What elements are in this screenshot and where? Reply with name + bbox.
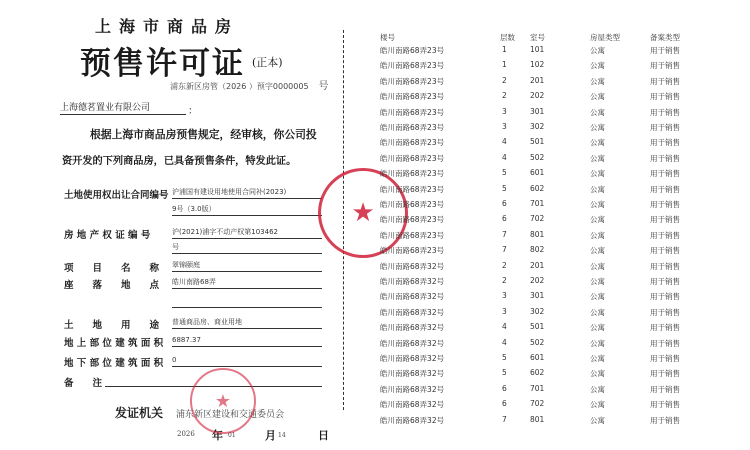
table-cell: 801 <box>530 414 545 424</box>
date-month: 01 <box>228 432 236 439</box>
table-cell: 601 <box>530 353 545 362</box>
table-cell: 2 <box>502 276 507 285</box>
table-cell: 502 <box>530 152 545 162</box>
table-cell: 用于销售 <box>650 153 680 163</box>
table-cell: 皓川南路68弄23号 <box>380 230 445 240</box>
table-cell: 用于销售 <box>650 246 680 256</box>
table-cell: 皓川南路68弄32号 <box>380 369 445 379</box>
table-cell: 用于销售 <box>650 369 680 379</box>
table-cell: 公寓 <box>590 277 605 286</box>
date-day: 14 <box>278 432 286 439</box>
table-cell: 公寓 <box>590 184 605 194</box>
table-cell: 7 <box>502 245 507 255</box>
table-cell: 用于销售 <box>650 384 680 394</box>
table-cell: 用于销售 <box>650 123 680 132</box>
table-cell: 公寓 <box>590 107 605 117</box>
field-value-continued: 号 <box>172 243 322 254</box>
table-cell: 501 <box>530 137 545 147</box>
table-cell: 101 <box>530 45 545 54</box>
table-cell: 皓川南路68弄23号 <box>380 246 445 256</box>
issuer-seal <box>190 368 256 434</box>
table-cell: 公寓 <box>590 92 605 102</box>
table-cell: 皓川南路68弄23号 <box>380 215 445 225</box>
certificate-title: 预售许可证 <box>80 46 245 82</box>
table-cell: 公寓 <box>590 76 605 86</box>
field-value-continued <box>172 297 322 308</box>
table-cell: 公寓 <box>590 354 605 363</box>
field-label: 项 目 名 称 <box>64 263 160 274</box>
table-cell: 用于销售 <box>650 184 680 194</box>
table-cell: 皓川南路68弄32号 <box>380 323 445 333</box>
table-cell: 公寓 <box>590 369 605 379</box>
table-cell: 用于销售 <box>650 92 680 102</box>
table-cell: 6 <box>502 214 507 224</box>
table-cell: 7 <box>502 414 507 424</box>
table-cell: 用于销售 <box>650 261 680 271</box>
field-label: 房 地 产 权 证 编 号 <box>64 230 151 241</box>
table-cell: 公寓 <box>590 215 605 225</box>
table-cell: 公寓 <box>590 169 605 179</box>
table-cell: 用于销售 <box>650 338 680 348</box>
field-value: 0 <box>172 356 322 367</box>
table-cell: 202 <box>530 276 545 285</box>
table-cell: 4 <box>502 137 507 147</box>
month-label: 月 <box>265 429 276 442</box>
table-cell: 302 <box>530 306 545 316</box>
star-icon: ★ <box>351 198 375 228</box>
date-year: 2026 <box>177 430 195 438</box>
field-label: 地 上 部 位 建 筑 面 积 <box>64 338 164 349</box>
table-cell: 皓川南路68弄23号 <box>380 169 445 179</box>
table-cell: 用于销售 <box>650 169 680 179</box>
table-cell: 3 <box>502 106 507 116</box>
table-cell: 用于销售 <box>650 415 680 425</box>
field-value: 沪浦国有建设用地使用合同补(2023) <box>172 188 322 199</box>
table-cell: 皓川南路68弄32号 <box>380 307 445 317</box>
column-header: 层数 <box>500 33 515 42</box>
table-cell: 用于销售 <box>650 323 680 333</box>
table-cell: 701 <box>530 383 545 393</box>
table-cell: 用于销售 <box>650 277 680 286</box>
table-cell: 公寓 <box>590 200 605 209</box>
table-cell: 皓川南路68弄23号 <box>380 92 445 102</box>
field-label: 座 落 地 点 <box>64 280 160 291</box>
table-cell: 用于销售 <box>650 107 680 117</box>
reference-prefix: 浦东新区房管（2026 ）预字0000005 <box>170 82 309 91</box>
table-cell: 1 <box>502 45 507 54</box>
table-cell: 602 <box>530 368 545 378</box>
reference-number <box>170 77 329 92</box>
table-cell: 皓川南路68弄32号 <box>380 415 445 425</box>
table-cell: 用于销售 <box>650 215 680 225</box>
table-cell: 用于销售 <box>650 400 680 410</box>
table-cell: 7 <box>502 229 507 239</box>
table-cell: 202 <box>530 91 545 101</box>
table-cell: 601 <box>530 168 545 178</box>
table-cell: 801 <box>530 229 545 239</box>
column-header: 楼号 <box>380 33 395 42</box>
table-cell: 6 <box>502 383 507 393</box>
year-label: 年 <box>212 429 223 442</box>
table-cell: 公寓 <box>590 338 605 348</box>
table-cell: 皓川南路68弄23号 <box>380 61 445 71</box>
table-cell: 皓川南路68弄23号 <box>380 123 445 132</box>
table-cell: 4 <box>502 337 507 347</box>
table-cell: 2 <box>502 260 507 270</box>
table-cell: 皓川南路68弄23号 <box>380 76 445 86</box>
table-cell: 皓川南路68弄32号 <box>380 400 445 410</box>
table-cell: 102 <box>530 60 545 70</box>
table-cell: 5 <box>502 168 507 178</box>
table-cell: 201 <box>530 75 545 85</box>
table-cell: 302 <box>530 122 545 131</box>
table-cell: 6 <box>502 399 507 409</box>
table-cell: 公寓 <box>590 138 605 148</box>
table-cell: 公寓 <box>590 153 605 163</box>
table-cell: 3 <box>502 306 507 316</box>
table-cell: 皓川南路68弄32号 <box>380 292 445 302</box>
colon: ： <box>188 106 198 117</box>
copy-label: (正本) <box>252 56 283 69</box>
table-cell: 公寓 <box>590 384 605 394</box>
table-cell: 用于销售 <box>650 230 680 240</box>
table-cell: 公寓 <box>590 307 605 317</box>
table-cell: 3 <box>502 122 507 131</box>
table-cell: 皓川南路68弄32号 <box>380 384 445 394</box>
table-cell: 5 <box>502 353 507 362</box>
field-label: 地 下 部 位 建 筑 面 积 <box>64 358 164 369</box>
table-cell: 201 <box>530 260 545 270</box>
table-cell: 用于销售 <box>650 292 680 302</box>
paragraph-line-2: 资开发的下列商品房，已具备预售条件，特发此证。 <box>62 156 297 167</box>
column-header: 备案类型 <box>650 33 680 42</box>
field-value: 6887.37 <box>172 336 322 347</box>
issuer-value: 浦东新区建设和交通委员会 <box>176 410 285 420</box>
table-cell: 702 <box>530 214 545 224</box>
table-cell: 5 <box>502 183 507 193</box>
table-cell: 4 <box>502 152 507 162</box>
table-cell: 用于销售 <box>650 46 680 55</box>
table-cell: 公寓 <box>590 123 605 132</box>
table-cell: 502 <box>530 337 545 347</box>
table-cell: 2 <box>502 75 507 85</box>
table-cell: 用于销售 <box>650 61 680 71</box>
table-cell: 用于销售 <box>650 354 680 363</box>
table-cell: 602 <box>530 183 545 193</box>
table-cell: 用于销售 <box>650 76 680 86</box>
table-cell: 301 <box>530 291 545 301</box>
table-cell: 皓川南路68弄23号 <box>380 107 445 117</box>
issuer-label: 发证机关 <box>115 406 164 420</box>
table-cell: 公寓 <box>590 292 605 302</box>
table-cell: 用于销售 <box>650 200 680 209</box>
table-cell: 702 <box>530 399 545 409</box>
table-cell: 皓川南路68弄32号 <box>380 354 445 363</box>
field-label: 土地使用权出让合同编号 <box>64 190 169 201</box>
field-label: 备 注 <box>64 378 103 389</box>
day-label: 日 <box>318 429 329 442</box>
table-cell: 802 <box>530 245 545 255</box>
field-value-continued: 9号（3.0版） <box>172 205 322 216</box>
field-value: 沪(2021)浦字不动产权第103462 <box>172 228 322 239</box>
table-cell: 公寓 <box>590 230 605 240</box>
table-cell: 公寓 <box>590 61 605 71</box>
table-cell: 3 <box>502 291 507 301</box>
table-cell: 2 <box>502 91 507 101</box>
field-value: 皓川南路68弄 <box>172 278 322 289</box>
table-cell: 4 <box>502 322 507 332</box>
table-cell: 公寓 <box>590 400 605 410</box>
table-cell: 公寓 <box>590 46 605 55</box>
table-cell: 公寓 <box>590 415 605 425</box>
field-value: 翠锦颐庭 <box>172 261 322 272</box>
city-title: 上海市商品房 <box>95 17 240 36</box>
table-cell: 皓川南路68弄23号 <box>380 184 445 194</box>
table-cell: 公寓 <box>590 246 605 256</box>
table-cell: 皓川南路68弄23号 <box>380 200 445 209</box>
table-cell: 用于销售 <box>650 138 680 148</box>
table-cell: 501 <box>530 322 545 332</box>
table-cell: 5 <box>502 368 507 378</box>
table-cell: 公寓 <box>590 261 605 271</box>
table-cell: 皓川南路68弄32号 <box>380 261 445 271</box>
table-cell: 公寓 <box>590 323 605 333</box>
column-header: 室号 <box>530 33 545 42</box>
table-cell: 皓川南路68弄32号 <box>380 338 445 348</box>
table-cell: 皓川南路68弄32号 <box>380 277 445 286</box>
table-cell: 301 <box>530 106 545 116</box>
table-cell: 皓川南路68弄23号 <box>380 153 445 163</box>
field-value: 普通商品房、商业用地 <box>172 318 322 329</box>
company-name: 上海德茗置业有限公司 <box>60 100 186 115</box>
table-cell: 1 <box>502 60 507 70</box>
table-cell: 6 <box>502 199 507 208</box>
paragraph-line-1: 根据上海市商品房预售规定，经审核，你公司投 <box>90 128 317 141</box>
column-header: 房屋类型 <box>590 33 620 42</box>
field-label: 土 地 用 途 <box>64 320 160 331</box>
reference-suffix: 号 <box>318 81 329 92</box>
star-icon: ★ <box>214 390 232 412</box>
table-cell: 用于销售 <box>650 307 680 317</box>
table-cell: 皓川南路68弄23号 <box>380 46 445 55</box>
table-cell: 皓川南路68弄23号 <box>380 138 445 148</box>
table-cell: 701 <box>530 199 545 208</box>
